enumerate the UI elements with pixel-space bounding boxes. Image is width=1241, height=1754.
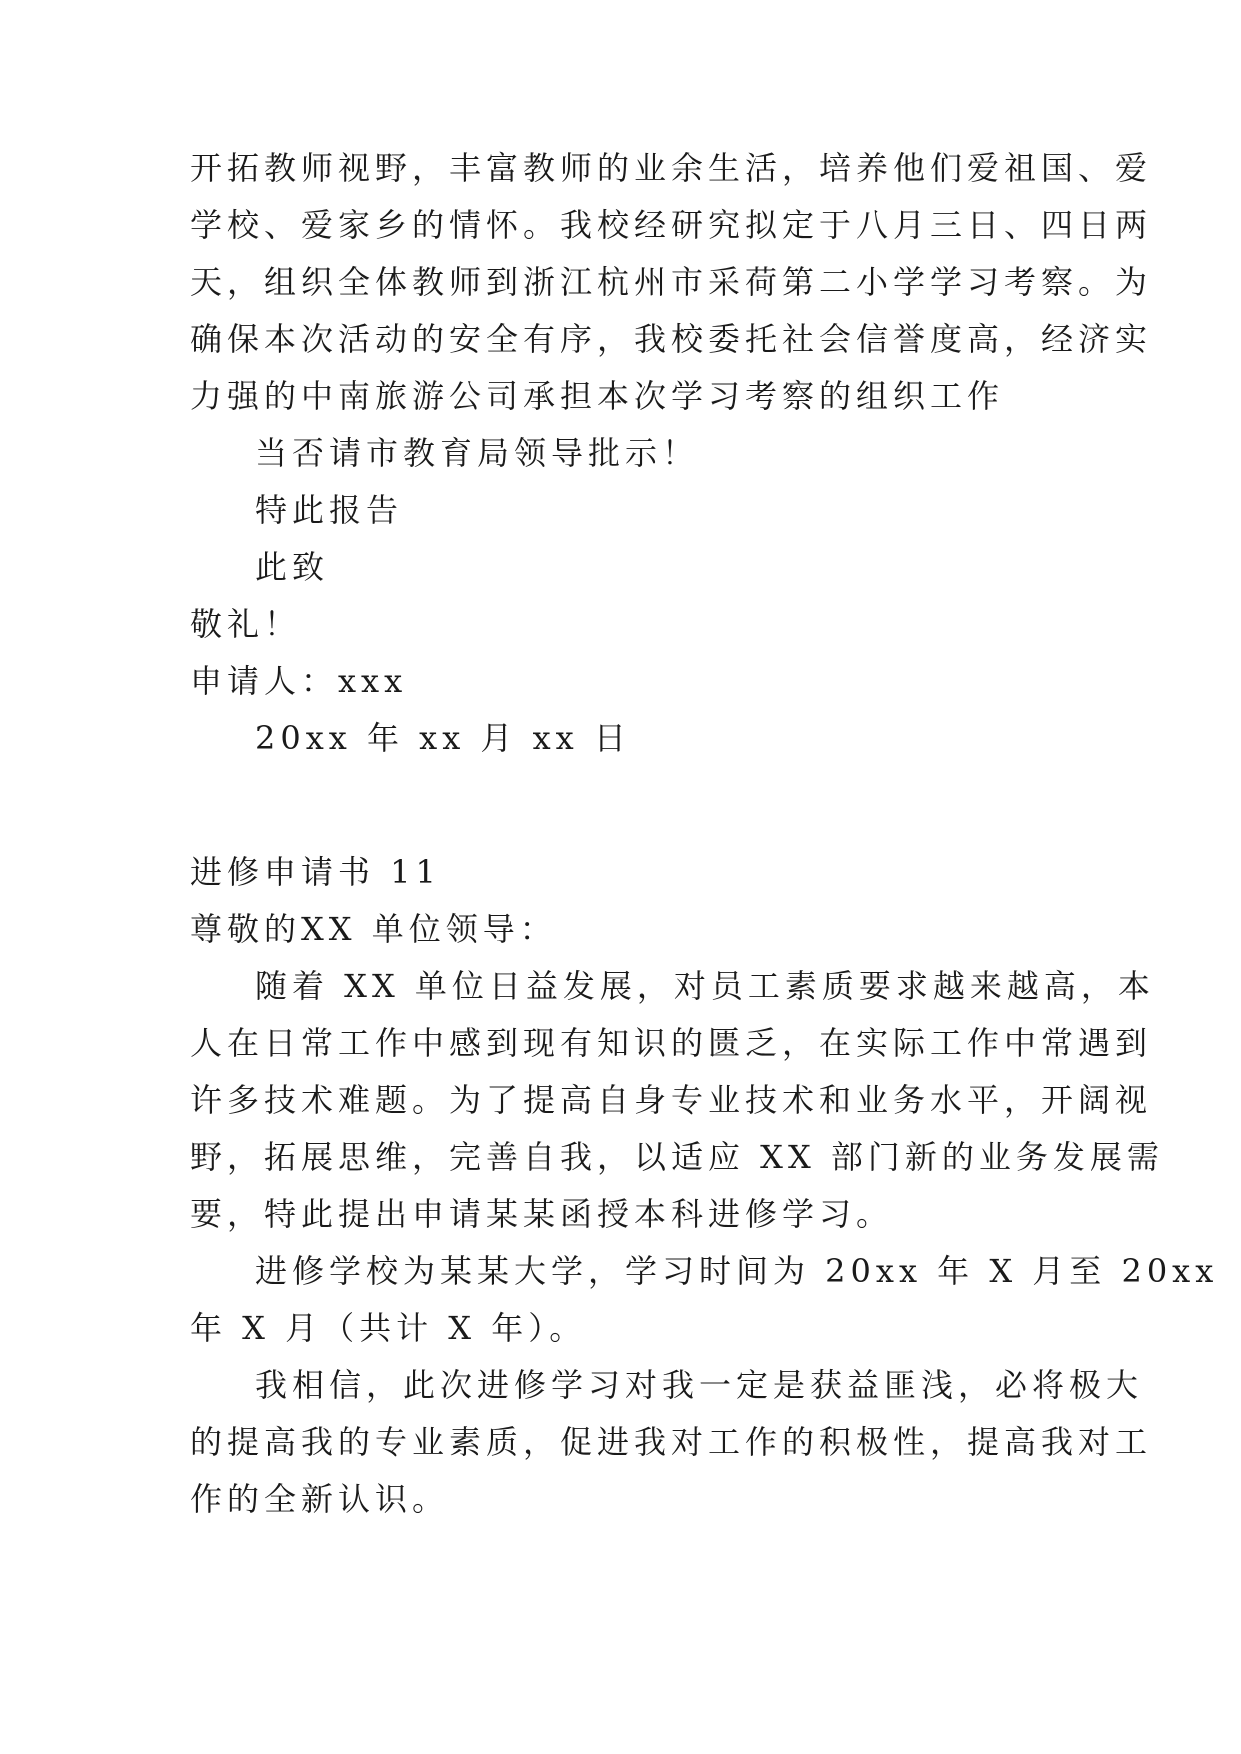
text-line: 学校、爱家乡的情怀。我校经研究拟定于八月三日、四日两 [190, 206, 1153, 244]
greeting-line: 尊敬的XX 单位领导： [190, 910, 557, 948]
applicant-line: 申请人：xxx [190, 662, 408, 700]
paragraph-line: 许多技术难题。为了提高自身专业技术和业务水平，开阔视 [190, 1081, 1153, 1119]
paragraph-line: 人在日常工作中感到现有知识的匮乏，在实际工作中常遇到 [190, 1024, 1153, 1062]
paragraph-line: 作的全新认识。 [190, 1480, 450, 1518]
section-title: 进修申请书 11 [190, 853, 441, 891]
paragraph-line: 进修学校为某某大学，学习时间为 20xx 年 X 月至 20xx [255, 1252, 1219, 1290]
salutation-line: 此致 [255, 548, 330, 586]
report-line: 特此报告 [255, 491, 404, 529]
text-line: 力强的中南旅游公司承担本次学习考察的组织工作 [190, 377, 1005, 415]
text-line: 确保本次活动的安全有序，我校委托社会信誉度高，经济实 [190, 320, 1153, 358]
paragraph-line: 年 X 月（共计 X 年）。 [190, 1309, 587, 1347]
paragraph-line: 要，特此提出申请某某函授本科进修学习。 [190, 1195, 894, 1233]
paragraph-line: 的提高我的专业素质，促进我对工作的积极性，提高我对工 [190, 1423, 1153, 1461]
regards-line: 敬礼！ [190, 605, 302, 643]
date-line: 20xx 年 xx 月 xx 日 [255, 719, 631, 757]
request-line: 当否请市教育局领导批示！ [255, 434, 700, 472]
paragraph-line: 随着 XX 单位日益发展，对员工素质要求越来越高，本 [255, 967, 1155, 1005]
text-line: 开拓教师视野，丰富教师的业余生活，培养他们爱祖国、爱 [190, 149, 1153, 187]
paragraph-line: 野，拓展思维，完善自我，以适应 XX 部门新的业务发展需 [190, 1138, 1164, 1176]
text-line: 天，组织全体教师到浙江杭州市采荷第二小学学习考察。为 [190, 263, 1153, 301]
paragraph-line: 我相信，此次进修学习对我一定是获益匪浅，必将极大 [255, 1366, 1144, 1404]
